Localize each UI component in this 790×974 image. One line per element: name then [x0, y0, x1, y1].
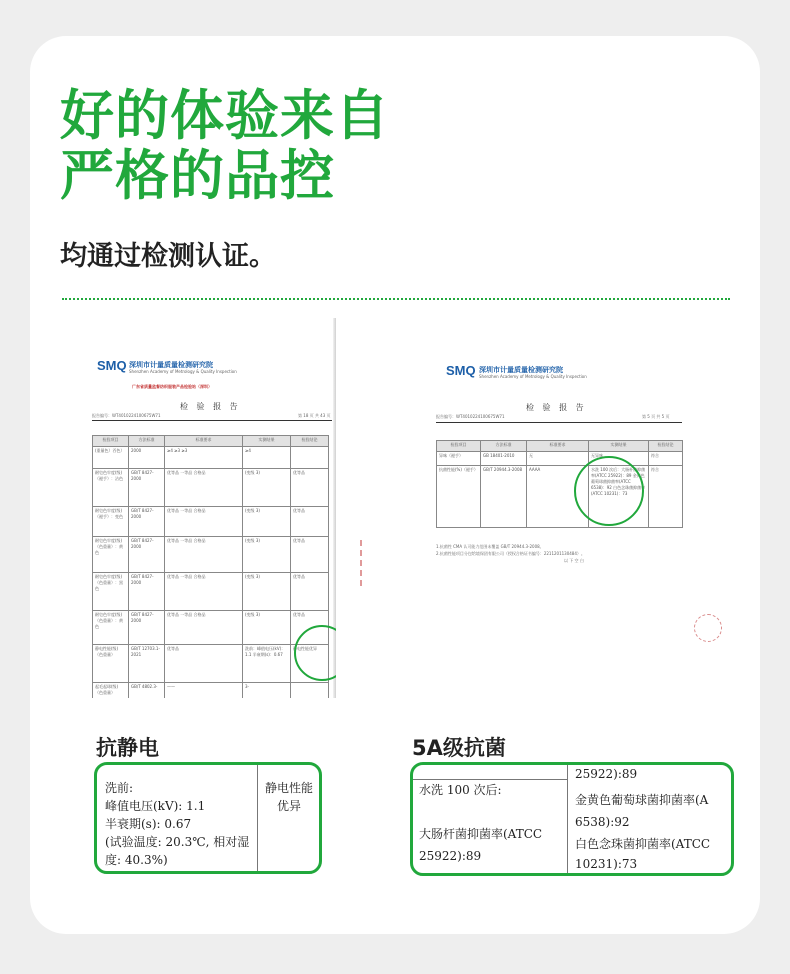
test-report-image-1	[40, 318, 336, 698]
test-report-image-2	[394, 318, 684, 580]
humidity-text: 度: 40.3%)	[105, 853, 168, 867]
red-seal-stamp	[694, 614, 722, 642]
cut-off-text: 25922):89	[575, 767, 638, 781]
col-header: 检验结论	[649, 441, 683, 452]
center-name: 广东省质量监督纺织服装产品检验站（深圳）	[132, 384, 212, 389]
subtitle: 均通过检测认证。	[60, 241, 276, 272]
page-number: 第 5 页 共 5 页	[642, 414, 670, 419]
peak-voltage-text: 峰值电压(kV): 1.1	[105, 799, 206, 813]
stamp-edge	[360, 540, 365, 586]
col-header: 检验结论	[291, 436, 329, 447]
headline-line-1: 好的体验来自	[60, 84, 390, 147]
table-row: 耐皂色牢度(级)（色重量）：黄色 GB/T 8427-2000 优等品 一等品 合格品 (变级 3) 优等品	[93, 611, 329, 645]
test-condition-text: (试验温度: 20.3℃, 相对湿	[105, 835, 250, 849]
report-title: 检 验 报 告	[180, 402, 241, 411]
saureus-text-1: 金黄色葡萄球菌抑菌率(A	[575, 793, 709, 807]
col-header: 实测结果	[243, 436, 291, 447]
wash-before-text: 洗前:	[105, 781, 134, 795]
report-note: 2.抗菌性能项目分包给境保团有限公司（授权合格证书编号：2211201130484）。	[436, 551, 585, 556]
table-row: 耐皂色牢度(级)（色重量）：黑色 GB/T 8427-2000 优等品 一等品 合格品 (变级 3) 优等品	[93, 573, 329, 611]
report-number: 报告编号：WT4010224100675W71	[436, 414, 505, 419]
conclusion-text-2: 优异	[277, 799, 302, 813]
col-header: 标准要求	[527, 441, 589, 452]
wash-count-text: 水洗 100 次后:	[419, 783, 502, 797]
smq-logo: SMQ	[446, 363, 476, 378]
antistatic-label: 抗静电	[96, 736, 159, 760]
table-row: 耐皂色牢度(级)（褪手）：沾色 GB/T 8427-2000 优等品 一等品 合格品 (变级 3) 优等品	[93, 469, 329, 507]
calbicans-text-1: 白色念珠菌抑菌率(ATCC	[575, 837, 711, 851]
table-row: 起毛起球(级)（色重量） GB/T 4802.3- —— 3-	[93, 683, 329, 699]
row-divider	[413, 779, 567, 780]
ecoli-text-1: 大肠杆菌抑菌率(ATCC	[419, 827, 543, 841]
antistatic-detail-box	[94, 762, 322, 874]
calbicans-text-2: 10231):73	[575, 857, 638, 871]
report-number: 报告编号：WT4010224100675W71	[92, 413, 161, 418]
report-table	[92, 435, 329, 698]
report-title: 检 验 报 告	[526, 403, 587, 412]
table-row: (重量色）吞色） 2000 ≥4 ≥3 ≥3 ≥4	[93, 447, 329, 469]
title-rule	[92, 420, 332, 421]
table-row: 耐皂色牢度(级)（色重量）：黄色 GB/T 8427-2000 优等品 一等品 合格品 (变级 3) 优等品	[93, 537, 329, 573]
conclusion-text-1: 静电性能	[265, 781, 314, 795]
report-end-mark: 以 下 空 白	[564, 558, 584, 563]
institute-name: 深圳市计量质量检测研究院	[129, 361, 213, 369]
dotted-divider	[62, 298, 730, 300]
institute-name: 深圳市计量质量检测研究院	[479, 366, 563, 374]
page-number: 第 18 页 共 43 页	[298, 413, 331, 418]
report-note: 1.抗菌性 CMA 认可能力范围未覆盖 GB/T 20944.3-2008。	[436, 544, 544, 549]
col-header: 实测结果	[589, 441, 649, 452]
institute-name-en: Shenzhen Academy of Metrology & Quality Inspection	[479, 374, 587, 379]
col-header: 检验项目	[437, 441, 481, 452]
title-rule	[436, 422, 682, 423]
half-life-text: 半衰期(s): 0.67	[105, 817, 192, 831]
ecoli-text-2: 25922):89	[419, 849, 482, 863]
institute-name-en: Shenzhen Academy of Metrology & Quality Inspection	[129, 369, 237, 374]
cell-divider	[567, 765, 568, 873]
table-row: 耐皂色牢度(级)（褪手）：变色 GB/T 8427-2000 优等品 一等品 合格品 (变级 3) 优等品	[93, 507, 329, 537]
saureus-text-2: 6538):92	[575, 815, 630, 829]
report-table	[436, 440, 683, 528]
antibacterial-detail-box	[410, 762, 734, 876]
col-header: 方法标准	[481, 441, 527, 452]
col-header: 检验项目	[93, 436, 129, 447]
table-row: 抗菌性能(%)（褪手） GB/T 20944.3-2008 AAAA 水洗 100 次后：大肠杆菌抑菌率(ATCC 25922)：89 金黄色葡萄球菌抑菌率(ATCC 6538)：92 白色念珠菌抑菌率(ATCC 10231)：73 符合	[437, 466, 683, 528]
antibacterial-label: 5A级抗菌	[412, 736, 506, 760]
smq-logo: SMQ	[97, 358, 127, 373]
col-header: 标准要求	[165, 436, 243, 447]
col-header: 方法标准	[129, 436, 165, 447]
highlight-circle	[574, 456, 644, 526]
table-row: 异味（褪手） GB 18401-2010 无 无异味 符合	[437, 452, 683, 466]
headline	[60, 86, 390, 206]
headline-line-2: 严格的品控	[60, 144, 335, 207]
table-row: 静电性能(级)（色重量） GB/T 12703.1-2021 优等品 洗前：峰值电压(kV)：1.1 半衰期(s)：0.67 静电性能优异	[93, 645, 329, 683]
cell-divider	[257, 765, 258, 871]
